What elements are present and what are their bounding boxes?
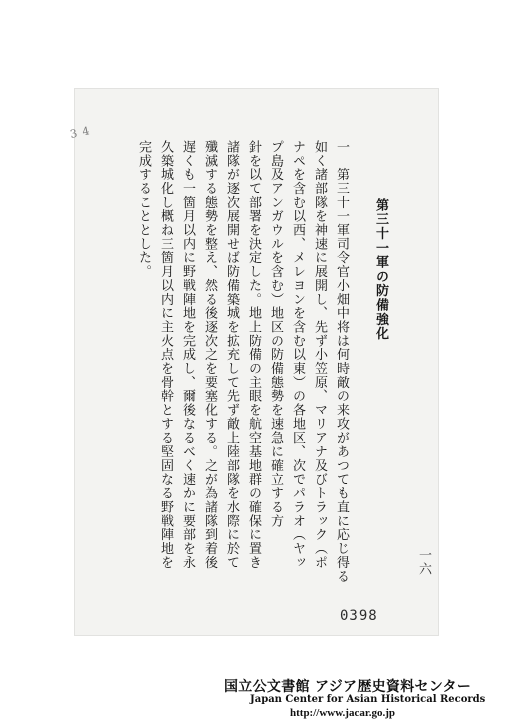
frame-number: 0398	[340, 608, 378, 624]
archive-name-en: Japan Center for Asian Historical Records	[250, 694, 486, 705]
section-title: 第三十一軍の防備強化	[373, 198, 388, 341]
body-line-3: ナペを含む以西、メレヨンを含む以東）の各地区、次でパラオ（ヤッ	[290, 140, 305, 570]
body-line-6: 諸隊が逐次展開せば防備築城を拡充して先ず敵上陸部隊を水際に於て	[224, 140, 239, 570]
archive-footer	[214, 676, 512, 723]
body-line-4: プ島及アンガウルを含む）地区の防備態勢を速急に確立する方	[268, 140, 283, 528]
page-mark: 3 4	[68, 124, 92, 141]
body-line-9: 久築城化し概ね三箇月以内に主火点を骨幹とする堅固なる野戦陣地を	[158, 140, 173, 570]
vertical-text-block	[104, 140, 388, 610]
body-line-1: 一 第三十一軍司令官小畑中将は何時敵の来攻があつても直に応じ得る	[334, 140, 349, 584]
body-line-5: 針を以て部署を決定した。地上防備の主眼を航空基地群の確保に置き	[246, 140, 261, 570]
archive-name-jp: 国立公文書館 アジア歴史資料センター	[224, 679, 472, 695]
body-line-8: 遅くも一箇月以内に野戦陣地を完成し、爾後なるべく速かに要部を永	[180, 140, 195, 570]
body-line-2: 如く諸部隊を神速に展開し、先ず小笠原、マリアナ及びトラック（ポ	[312, 140, 327, 570]
body-line-10: 完成することとした。	[136, 140, 151, 279]
archive-url: http://www.jacar.go.jp	[290, 707, 396, 719]
page-number: 一六	[416, 548, 431, 576]
body-line-7: 殲滅する態勢を整え、然る後逐次之を要塞化する。之が為諸隊到着後	[202, 140, 217, 570]
